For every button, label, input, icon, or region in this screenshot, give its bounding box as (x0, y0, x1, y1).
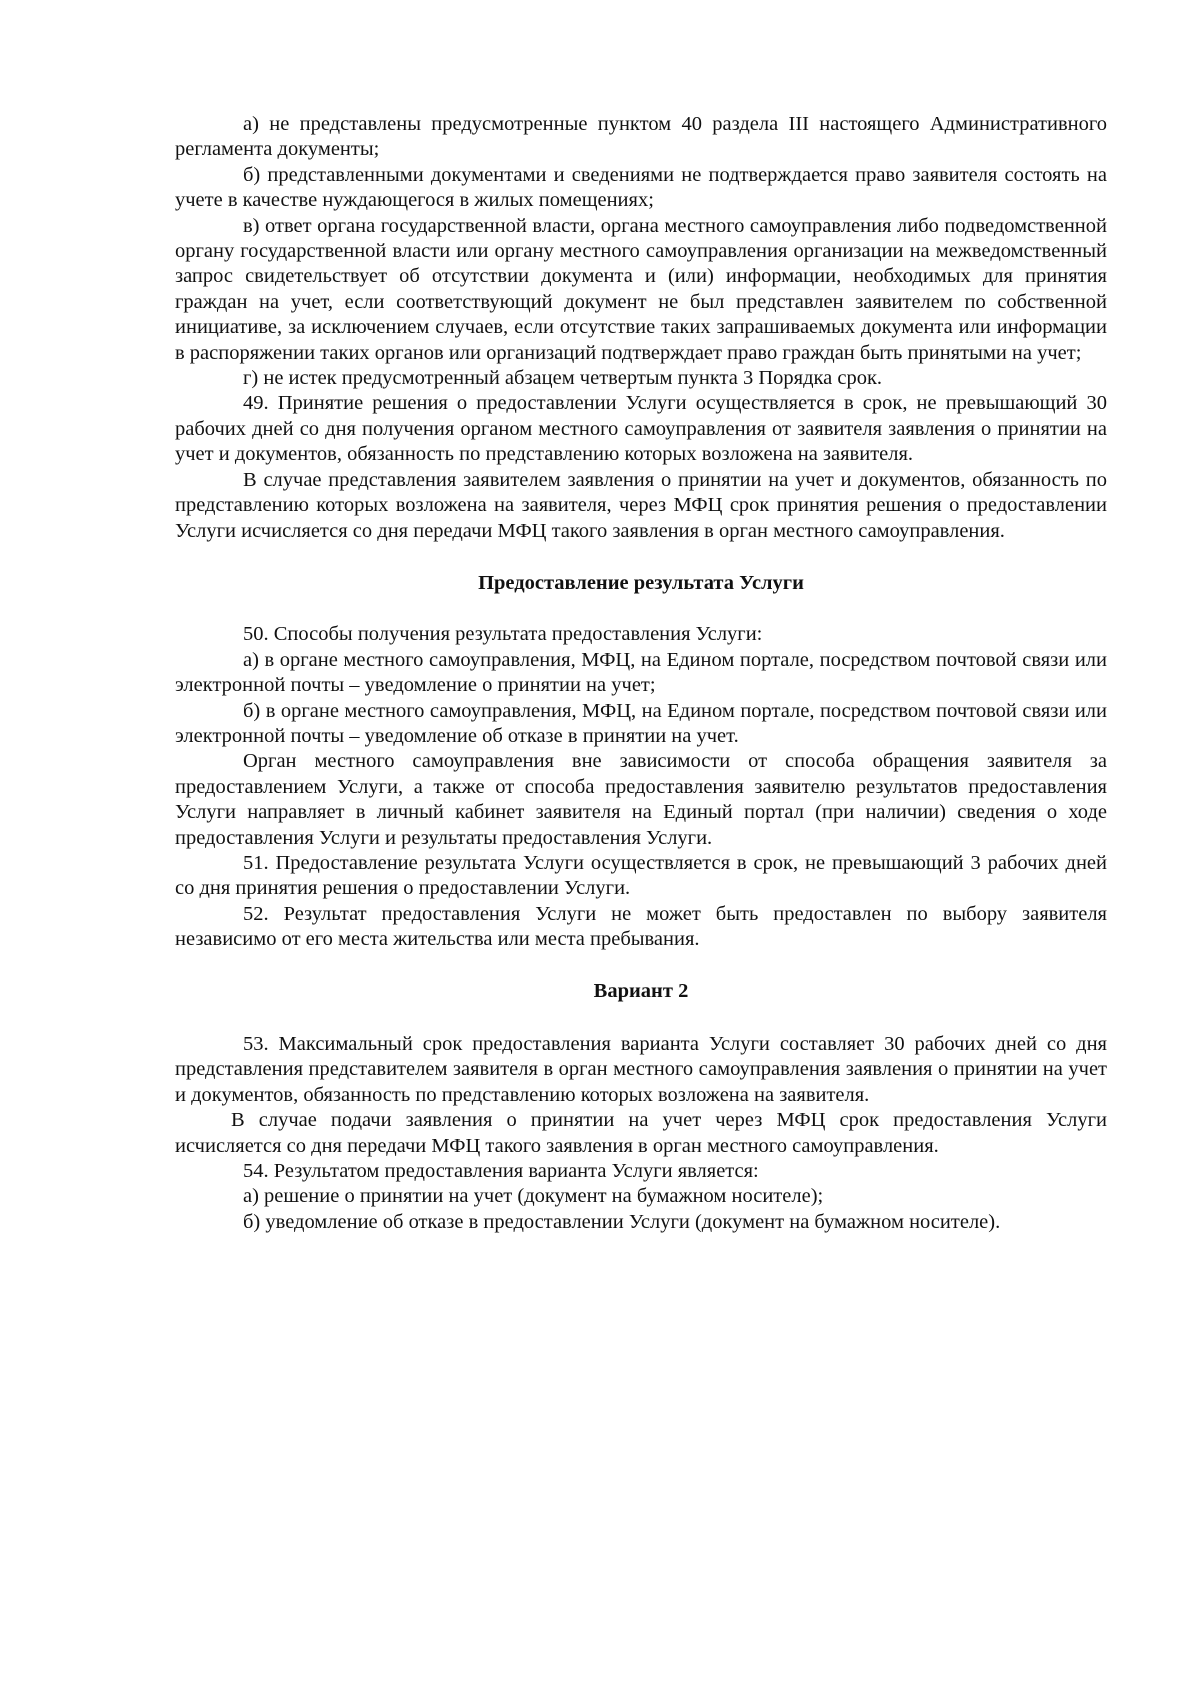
paragraph-a-acceptance-decision: а) решение о принятии на учет (документ на бумажном носителе); (243, 1185, 824, 1208)
paragraph-54-variant-result: 54. Результатом предоставления варианта Услуги является: (243, 1160, 759, 1183)
section-heading-result: Предоставление результата Услуги (478, 571, 804, 594)
paragraph-b-refusal-notice: б) в органе местного самоуправления, МФЦ, на Едином портале, посредством почтовой связи или электронной почты – уведомление об отказе в принятии на учет. (175, 699, 1107, 747)
paragraph-mfc-submission-term: В случае подачи заявления о принятии на учет через МФЦ срок предоставления Услуги исчисляется со дня передачи МФЦ такого заявления в орган местного самоуправления. (175, 1109, 1107, 1157)
paragraph-52-no-choice: 52. Результат предоставления Услуги не может быть предоставлен по выбору заявителя независимо от его места жительства или места пребывания. (175, 902, 1107, 951)
paragraph-mfc-decision-term: В случае представления заявителем заявления о принятии на учет и документов, обязанность по представлению которых возложена на заявителя, через МФЦ срок принятия решения о предоставлении Услуги исчисляется со дня передачи МФЦ такого заявления в орган местного самоуправления. (175, 468, 1107, 542)
paragraph-a-missing-documents: а) не представлены предусмотренные пунктом 40 раздела III настоящего Административного регламента документы; (175, 113, 1107, 161)
paragraph-a-acceptance-notice: а) в органе местного самоуправления, МФЦ, на Едином портале, посредством почтовой связи или электронной почты – уведомление о принятии на учет; (175, 648, 1107, 697)
paragraph-49-decision-term: 49. Принятие решения о предоставлении Услуги осуществляется в срок, не превышающий 30 рабочих дней со дня получения органом местного самоуправления от заявителя заявления о принятии на учет и документов, обязанность по представлению которых возложена на заявителя. (175, 392, 1107, 466)
paragraph-50-result-methods: 50. Способы получения результата предоставления Услуги: (243, 623, 763, 646)
paragraph-51-result-term: 51. Предоставление результата Услуги осуществляется в срок, не превышающий 3 рабочих дней со дня принятия решения о предоставлении Услуги. (175, 851, 1107, 900)
paragraph-g-term-not-expired: г) не истек предусмотренный абзацем четвертым пункта 3 Порядка срок. (243, 367, 883, 390)
paragraph-personal-account-info: Орган местного самоуправления вне зависимости от способа обращения заявителя за предоставлением Услуги, а также от способа предоставления заявителю результатов предоставления Услуги направляет в личный кабинет заявителя на Единый портал (при наличии) сведения о ходе предоставления Услуги и результаты предоставления Услуги. (175, 750, 1107, 849)
paragraph-v-interagency-response: в) ответ органа государственной власти, органа местного самоуправления либо подведомственной органу государственной власти или органу местного самоуправления организации на межведомственный запрос свидетельствует об отсутствии документа и (или) информации, необходимых для принятия граждан на учет, если соответствующий документ не был представлен заявителем по собственной инициативе, за исключением случаев, если отсутствие таких запрашиваемых документа или информации в распоряжении таких органов или организаций подтверждает право граждан быть принятыми на учет; (175, 214, 1107, 364)
paragraph-53-max-term: 53. Максимальный срок предоставления варианта Услуги составляет 30 рабочих дней со дня представления представителем заявителя в орган местного самоуправления заявления о принятии на учет и документов, обязанность по представлению которых возложена на заявителя. (175, 1033, 1107, 1106)
paragraph-b-refusal-notice-paper: б) уведомление об отказе в предоставлении Услуги (документ на бумажном носителе). (243, 1210, 1001, 1233)
paragraph-b-not-confirmed: б) представленными документами и сведениями не подтверждается право заявителя состоять на учете в качестве нуждающегося в жилых помещениях; (175, 163, 1107, 212)
document-body (175, 112, 1107, 1235)
section-heading-variant-2: Вариант 2 (593, 979, 689, 1002)
